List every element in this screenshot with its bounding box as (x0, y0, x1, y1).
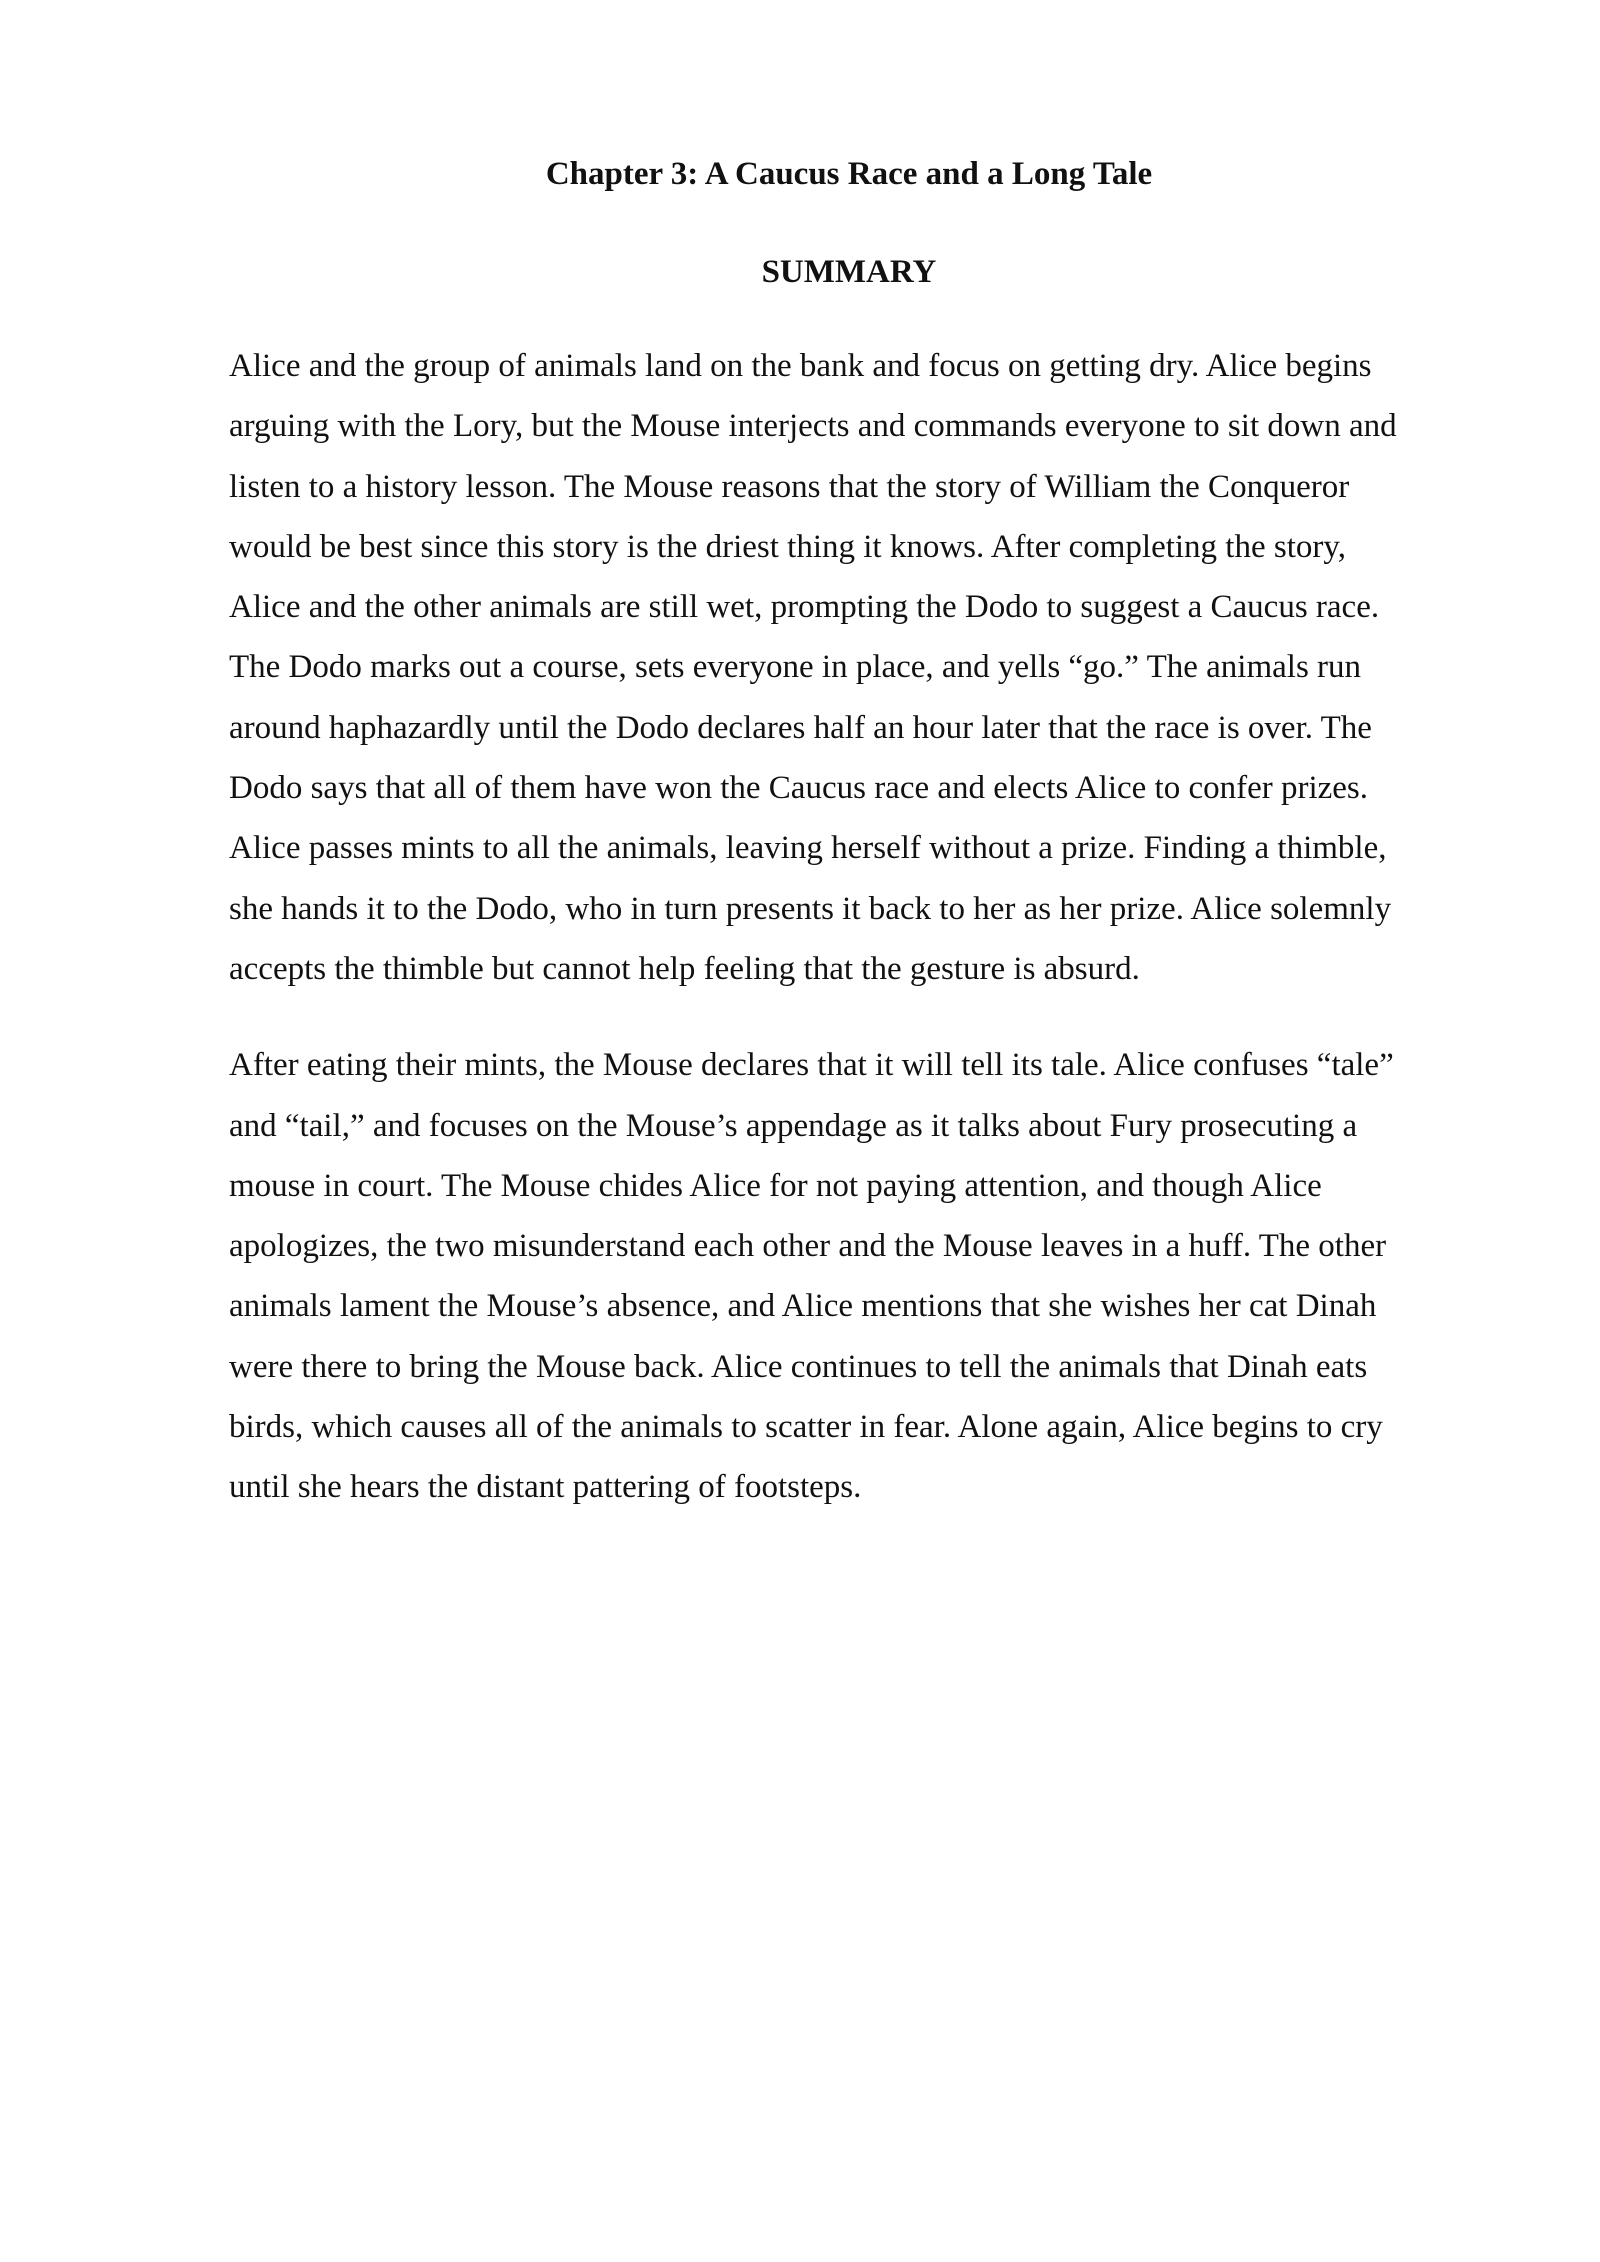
document-body (229, 148, 1469, 1554)
paragraph-line: arguing with the Lory, but the Mouse interjects and commands everyone to sit down and (229, 408, 1397, 445)
section-heading: SUMMARY (761, 254, 937, 290)
paragraph-line: birds, which causes all of the animals to scatter in fear. Alone again, Alice begins to cry (229, 1409, 1383, 1446)
paragraph-line: Dodo says that all of them have won the Caucus race and elects Alice to confer prizes. (229, 770, 1369, 807)
paragraph-line: she hands it to the Dodo, who in turn presents it back to her as her prize. Alice solemnly (229, 890, 1392, 927)
chapter-title: Chapter 3: A Caucus Race and a Long Tale (545, 156, 1153, 192)
paragraph-line: After eating their mints, the Mouse declares that it will tell its tale. Alice confuses “tale” (229, 1047, 1394, 1084)
paragraph-line: listen to a history lesson. The Mouse reasons that the story of William the Conqueror (229, 468, 1350, 505)
paragraph-line: around haphazardly until the Dodo declares half an hour later that the race is over. The (229, 709, 1372, 746)
paragraph-line: and “tail,” and focuses on the Mouse’s appendage as it talks about Fury prosecuting a (229, 1107, 1358, 1144)
summary-paragraph-2 (229, 1035, 1469, 1517)
paragraph-line: accepts the thimble but cannot help feeling that the gesture is absurd. (229, 950, 1140, 987)
paragraph-line: Alice and the other animals are still wet, prompting the Dodo to suggest a Caucus race. (229, 589, 1380, 626)
paragraph-line: mouse in court. The Mouse chides Alice for not paying attention, and though Alice (229, 1167, 1322, 1204)
paragraph-line: apologizes, the two misunderstand each other and the Mouse leaves in a huff. The other (229, 1228, 1387, 1265)
paragraph-line: Alice and the group of animals land on the bank and focus on getting dry. Alice begins (229, 348, 1372, 384)
paragraph-line: were there to bring the Mouse back. Alice continues to tell the animals that Dinah eats (229, 1348, 1368, 1385)
summary-paragraph-1 (229, 336, 1469, 999)
paragraph-line: The Dodo marks out a course, sets everyone in place, and yells “go.” The animals run (229, 649, 1362, 686)
paragraph-line: would be best since this story is the driest thing it knows. After completing the story, (229, 528, 1346, 565)
paragraph-line: Alice passes mints to all the animals, leaving herself without a prize. Finding a thimble, (229, 830, 1387, 867)
paragraph-line: animals lament the Mouse’s absence, and Alice mentions that she wishes her cat Dinah (229, 1288, 1377, 1325)
paragraph-line: until she hears the distant pattering of footsteps. (229, 1469, 862, 1506)
